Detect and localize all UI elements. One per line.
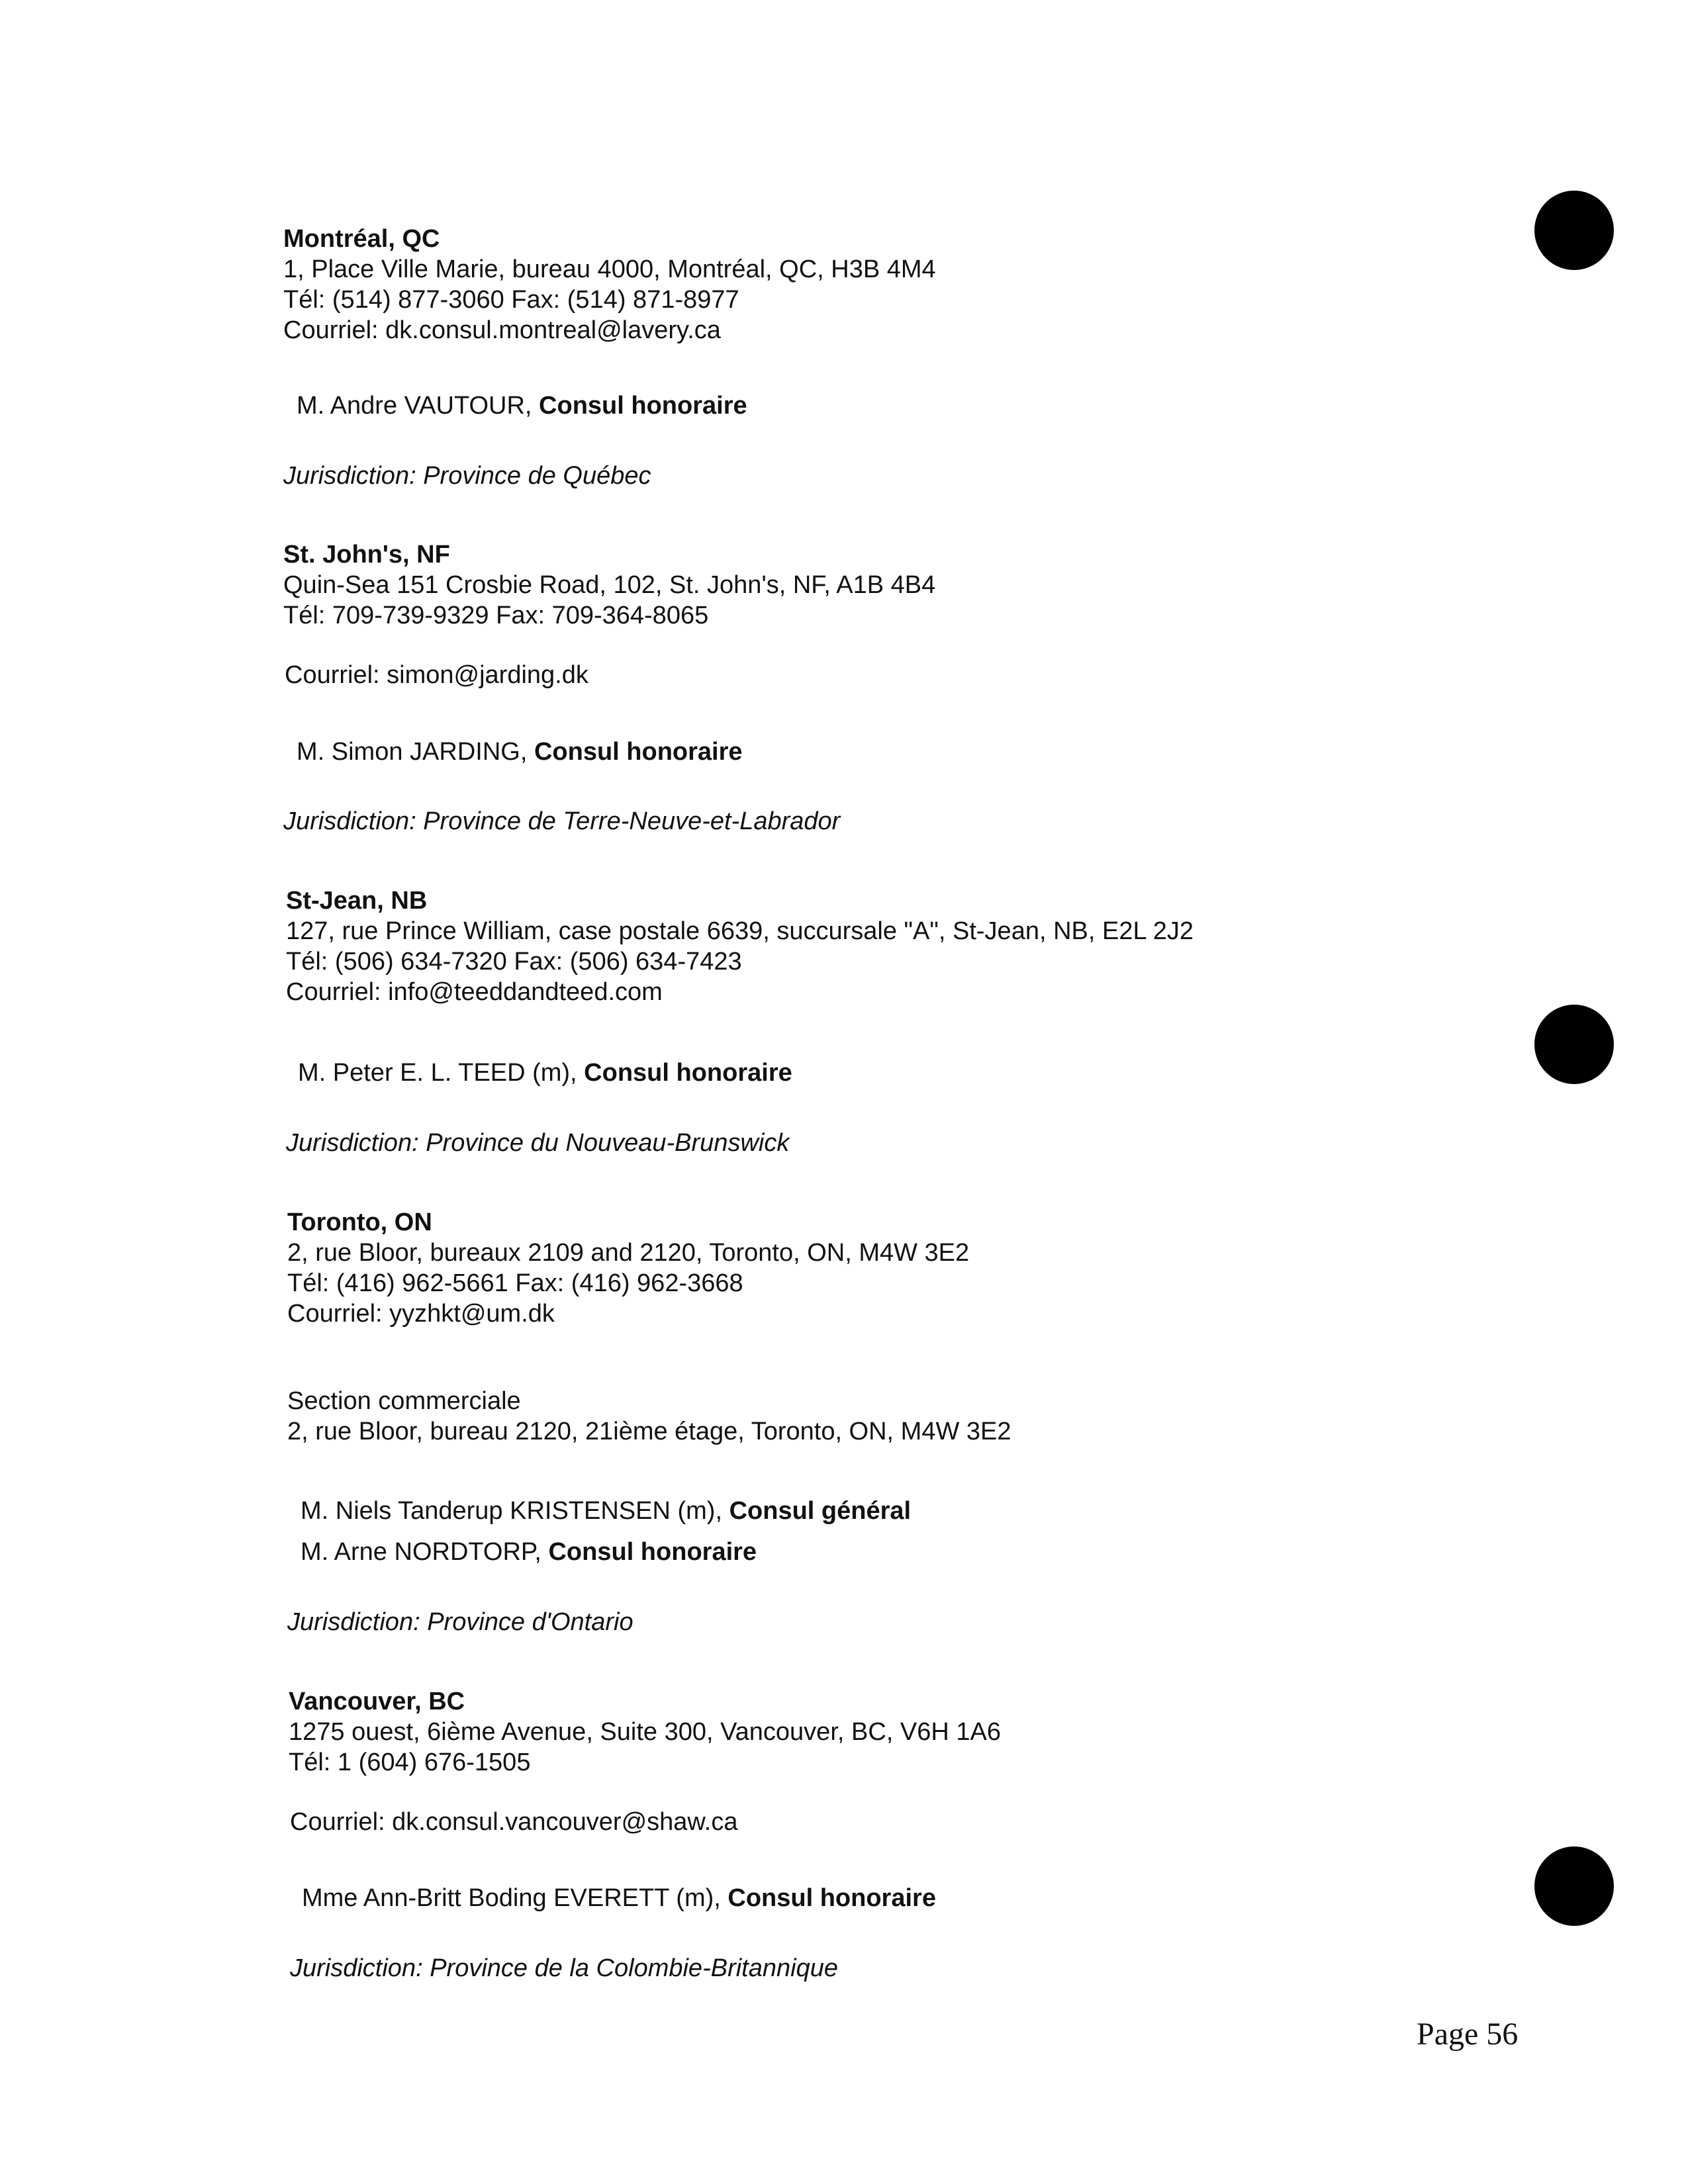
jurisdiction: Jurisdiction: Province de la Colombie-Britannique bbox=[290, 1954, 838, 1982]
entry-city: Vancouver, BC bbox=[289, 1688, 465, 1715]
person-title: Consul honoraire bbox=[584, 1059, 792, 1087]
email-line: Courriel: simon@jarding.dk bbox=[285, 661, 588, 689]
section-commerciale bbox=[287, 1386, 1011, 1447]
person-name: M. Arne NORDTORP, bbox=[301, 1538, 541, 1566]
person-line bbox=[297, 390, 747, 421]
address-line: 127, rue Prince William, case postale 6639, succursale "A", St-Jean, NB, E2L 2J2 bbox=[286, 917, 1194, 945]
jurisdiction: Jurisdiction: Province d'Ontario bbox=[287, 1608, 633, 1636]
entry-city: St. John's, NF bbox=[283, 541, 450, 569]
entry-st-jean bbox=[286, 886, 1194, 1007]
person-name: M. Niels Tanderup KRISTENSEN (m), bbox=[301, 1497, 723, 1525]
person-name: M. Peter E. L. TEED (m), bbox=[298, 1059, 577, 1087]
email-line: Courriel: dk.consul.vancouver@shaw.ca bbox=[290, 1808, 738, 1836]
phone-line: Tél: 1 (604) 676-1505 bbox=[289, 1749, 531, 1776]
person-title: Consul honoraire bbox=[548, 1538, 757, 1566]
email-line: Courriel: info@teeddandteed.com bbox=[286, 978, 663, 1006]
entry-city: Toronto, ON bbox=[287, 1208, 432, 1236]
person-title: Consul honoraire bbox=[727, 1884, 936, 1912]
person-name: M. Simon JARDING, bbox=[297, 738, 528, 766]
address-line: 2, rue Bloor, bureaux 2109 and 2120, Toronto, ON, M4W 3E2 bbox=[287, 1239, 970, 1267]
entry-vancouver bbox=[289, 1686, 1001, 1778]
page-number: Page 56 bbox=[1417, 2017, 1519, 2052]
entry-toronto bbox=[287, 1207, 969, 1329]
person-line bbox=[298, 1058, 792, 1088]
person-line bbox=[301, 1496, 911, 1526]
punch-hole bbox=[1534, 191, 1614, 270]
section-address: 2, rue Bloor, bureau 2120, 21ième étage, Toronto, ON, M4W 3E2 bbox=[287, 1418, 1011, 1445]
person-name: Mme Ann-Britt Boding EVERETT (m), bbox=[302, 1884, 721, 1912]
person-title: Consul général bbox=[729, 1497, 912, 1525]
entry-st-johns bbox=[283, 539, 935, 631]
phone-line: Tél: 709-739-9329 Fax: 709-364-8065 bbox=[283, 602, 709, 629]
email-line: Courriel: yyzhkt@um.dk bbox=[287, 1300, 555, 1328]
jurisdiction: Jurisdiction: Province de Terre-Neuve-et-Labrador bbox=[283, 807, 841, 835]
jurisdiction: Jurisdiction: Province du Nouveau-Brunswick bbox=[286, 1129, 790, 1157]
entry-city: St-Jean, NB bbox=[286, 887, 428, 915]
address-line: 1275 ouest, 6ième Avenue, Suite 300, Vancouver, BC, V6H 1A6 bbox=[289, 1718, 1001, 1746]
punch-hole bbox=[1534, 1005, 1614, 1084]
person-line bbox=[301, 1537, 757, 1567]
person-line bbox=[302, 1883, 936, 1913]
entry-montreal bbox=[283, 224, 936, 345]
punch-hole bbox=[1534, 1846, 1614, 1926]
phone-line: Tél: (514) 877-3060 Fax: (514) 871-8977 bbox=[283, 286, 739, 314]
section-title: Section commerciale bbox=[287, 1387, 521, 1415]
address-line: Quin-Sea 151 Crosbie Road, 102, St. John's, NF, A1B 4B4 bbox=[283, 571, 936, 599]
phone-line: Tél: (506) 634-7320 Fax: (506) 634-7423 bbox=[286, 948, 742, 976]
entry-city: Montréal, QC bbox=[283, 225, 440, 253]
person-title: Consul honoraire bbox=[534, 738, 743, 766]
jurisdiction: Jurisdiction: Province de Québec bbox=[283, 462, 651, 490]
phone-line: Tél: (416) 962-5661 Fax: (416) 962-3668 bbox=[287, 1269, 743, 1297]
person-name: M. Andre VAUTOUR, bbox=[297, 392, 532, 420]
person-title: Consul honoraire bbox=[539, 392, 747, 420]
person-line bbox=[297, 737, 743, 767]
email-line: Courriel: dk.consul.montreal@lavery.ca bbox=[283, 316, 721, 344]
address-line: 1, Place Ville Marie, bureau 4000, Montréal, QC, H3B 4M4 bbox=[283, 255, 936, 283]
